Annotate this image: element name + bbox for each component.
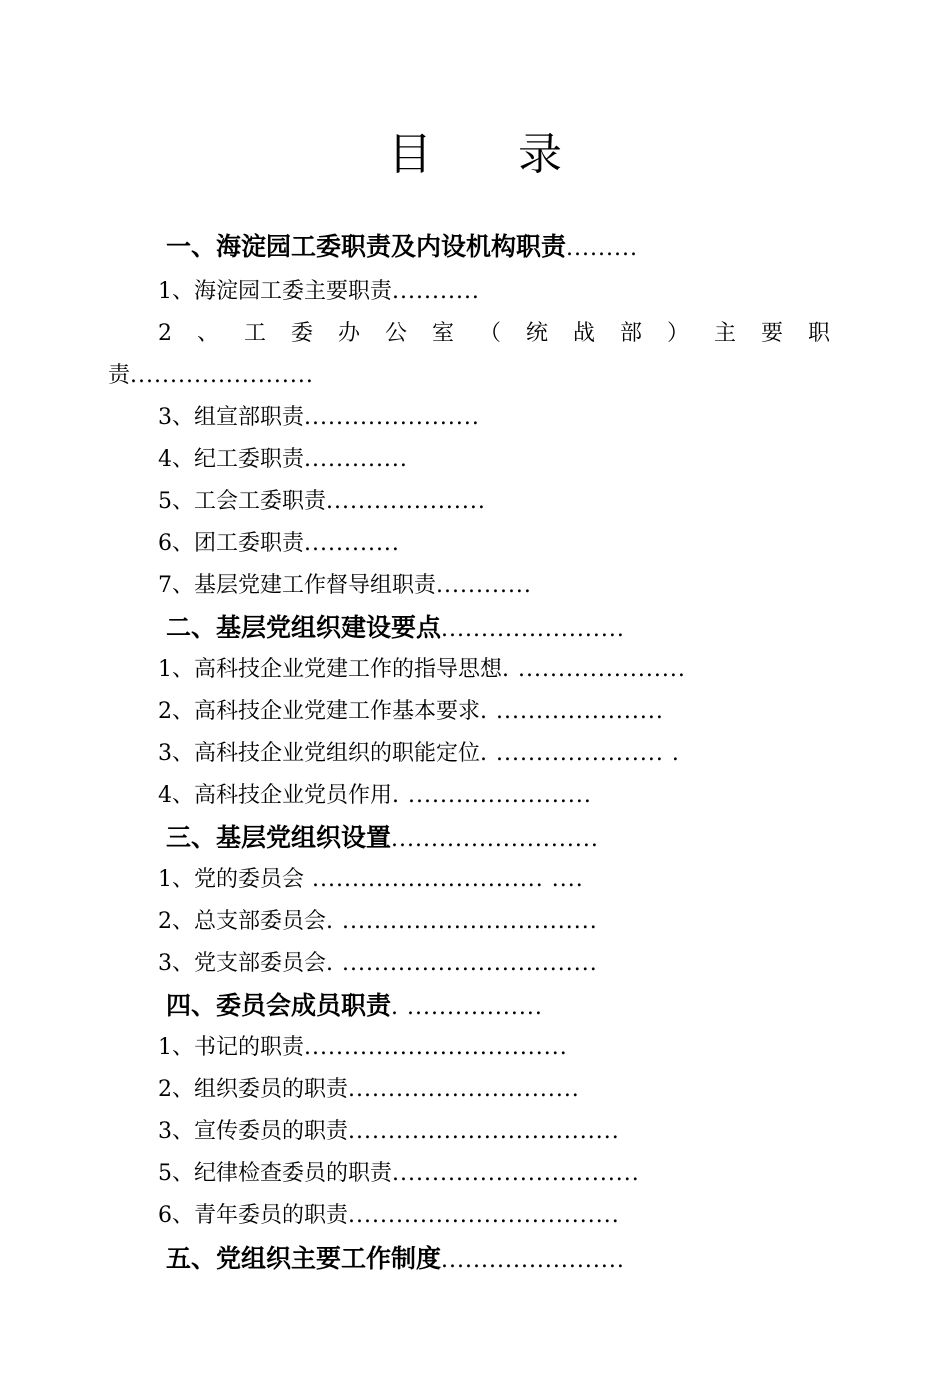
toc-item-spread[interactable] [158,320,830,348]
toc-leader-dots: . ..................... [480,699,664,724]
toc-leader-dots: ....................... [441,1248,625,1273]
toc-section-2[interactable] [166,613,625,645]
toc-entry-text: 3、党支部委员会 [158,951,326,976]
toc-entry-text: 3、组宣部职责 [158,405,304,430]
toc-entry-text: 5、工会工委职责 [158,489,326,514]
toc-char: 要 [760,321,783,346]
toc-item[interactable] [158,698,664,726]
toc-entry-text: 一、海淀园工委职责及内设机构职责 [166,232,567,261]
toc-item[interactable] [158,1076,580,1104]
toc-leader-dots: .................... [326,489,486,514]
toc-char: 部 [619,321,642,346]
toc-leader-dots: ............................. [348,1077,580,1102]
toc-item[interactable] [158,950,598,978]
toc-item[interactable] [158,656,686,684]
toc-entry-text: 6、团工委职责 [158,531,304,556]
toc-leader-dots: ....................... [441,617,625,642]
toc-char: 主 [713,321,736,346]
toc-char: 统 [525,321,548,346]
toc-char: 公 [384,321,407,346]
title-char-1: 目 [388,129,432,180]
toc-entry-text: 6、青年委员的职责 [158,1203,348,1228]
toc-section-4[interactable] [166,991,543,1023]
toc-item[interactable] [158,866,584,894]
toc-section-1[interactable] [166,232,638,264]
toc-leader-dots: . ....................... [392,783,592,808]
toc-char: 工 [243,321,266,346]
toc-entry-text: 五、党组织主要工作制度 [166,1244,442,1273]
toc-leader-dots: ...................... [304,405,480,430]
toc-entry-text: 2、组织委员的职责 [158,1077,348,1102]
toc-item[interactable] [158,908,598,936]
toc-item[interactable] [158,1160,640,1188]
toc-leader-dots: . ................................ [326,909,598,934]
toc-leader-dots: ............ [436,573,532,598]
toc-entry-text: 1、党的委员会 [158,867,304,892]
toc-leader-dots: ......... [566,236,638,261]
toc-char: 委 [290,321,313,346]
title-char-2: 录 [518,129,562,180]
toc-item[interactable] [158,740,680,768]
toc-entry-text: 2、总支部委员会 [158,909,326,934]
toc-entry-text: 三、基层党组织设置 [166,823,392,852]
toc-section-3[interactable] [166,823,599,855]
toc-char: 战 [572,321,595,346]
toc-item[interactable] [158,1118,620,1146]
toc-leader-dots: ........... [392,279,480,304]
toc-entry-text: 3、宣传委员的职责 [158,1119,348,1144]
toc-entry-text: 2、高科技企业党建工作基本要求 [158,699,480,724]
toc-entry-text: 四、委员会成员职责 [166,991,392,1020]
toc-item[interactable] [158,1034,568,1062]
toc-leader-dots: ....................... [130,363,314,388]
toc-entry-text: 1、书记的职责 [158,1035,304,1060]
toc-item[interactable] [158,782,592,810]
toc-item[interactable] [158,278,480,306]
toc-entry-text: 4、高科技企业党员作用 [158,783,392,808]
toc-leader-dots: ............ [304,531,400,556]
toc-section-5[interactable] [166,1244,625,1276]
toc-char: 、 [196,321,219,346]
toc-char: 职 [807,321,830,346]
toc-leader-dots: ................................. [304,1035,568,1060]
toc-leader-dots: ............................... [392,1161,640,1186]
toc-item[interactable] [158,404,480,432]
toc-leader-dots: .......................... [391,827,599,852]
toc-entry-text: 5、纪律检查委员的职责 [158,1161,392,1186]
toc-char: ） [666,321,689,346]
toc-leader-dots: ............. [304,447,408,472]
toc-leader-dots: . ................. [391,995,543,1020]
toc-entry-text: 1、高科技企业党建工作的指导思想 [158,657,502,682]
toc-leader-dots: . ..................... . [480,741,680,766]
toc-entry-text: 1、海淀园工委主要职责 [158,279,392,304]
toc-char: 办 [337,321,360,346]
toc-leader-dots: . ................................ [326,951,598,976]
toc-entry-text: 二、基层党组织建设要点 [166,613,442,642]
toc-char: （ [478,321,501,346]
toc-item-continuation[interactable] [108,362,314,390]
toc-item[interactable] [158,530,400,558]
toc-entry-text: 3、高科技企业党组织的职能定位 [158,741,480,766]
toc-char: 室 [431,321,454,346]
toc-leader-dots: ............................. .... [304,867,584,892]
toc-entry-text: 7、基层党建工作督导组职责 [158,573,436,598]
toc-entry-text: 4、纪工委职责 [158,447,304,472]
toc-char: 2 [158,321,172,346]
toc-leader-dots: .................................. [348,1119,620,1144]
toc-item[interactable] [158,488,486,516]
toc-leader-dots: . ..................... [502,657,686,682]
toc-item[interactable] [158,446,408,474]
toc-leader-dots: .................................. [348,1203,620,1228]
toc-item[interactable] [158,572,532,600]
page-title [0,118,950,182]
toc-item[interactable] [158,1202,620,1230]
toc-entry-text: 责 [108,363,131,388]
